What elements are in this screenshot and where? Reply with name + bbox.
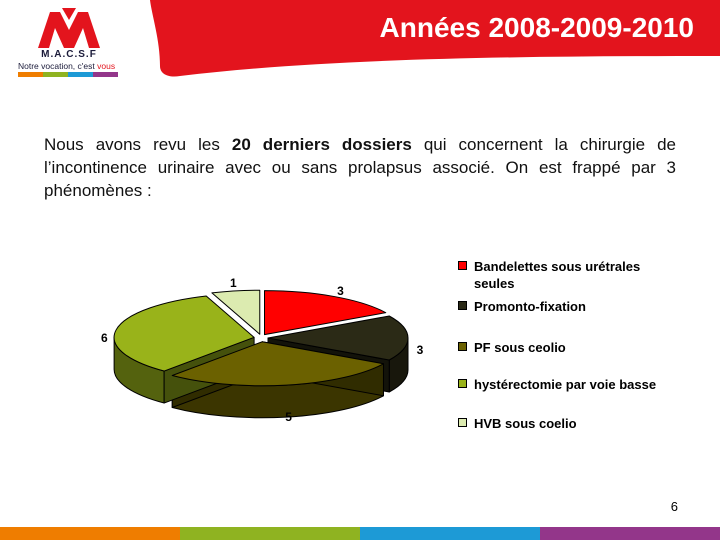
legend-swatch [458,342,467,351]
legend-swatch [458,301,467,310]
footer-bar-segment [360,527,540,540]
logo-tagline: Notre vocation, c'est vous [18,61,116,71]
legend-swatch [458,379,467,388]
logo-name: M.A.C.S.F [41,49,97,60]
intro-text-start: Nous avons revu les [44,135,232,154]
pie-data-label: 6 [101,331,108,346]
pie-data-label: 1 [230,276,237,291]
intro-text-end: qui concernent la chirurgie de l’incontinence urinaire avec ou sans prolapsus associé. On est frappé par 3 phénomènes : [44,135,676,200]
page-title: Années 2008-2009-2010 [379,12,694,43]
legend-swatch [458,418,467,427]
pie-data-label: 3 [416,343,424,357]
page-number: 6 [670,499,678,514]
legend-swatch [458,261,467,270]
intro-text-bold: 20 derniers dossiers [231,135,412,154]
footer-bar-segment [540,527,720,540]
legend-label: PF sous ceolio [474,340,566,355]
footer-bar-segment [0,527,180,540]
pie-data-label: 3 [337,284,344,299]
pie-slices [114,290,408,418]
legend-label: Bandelettes sous urétrales seules [474,259,641,291]
pie-data-label: 5 [285,409,292,424]
footer-bar-segment [180,527,360,540]
legend-label: Promonto-fixation [474,299,586,314]
legend-label: hystérectomie par voie basse [474,377,657,392]
footer-color-bar [0,527,720,540]
legend-label: HVB sous coelio [474,416,577,431]
